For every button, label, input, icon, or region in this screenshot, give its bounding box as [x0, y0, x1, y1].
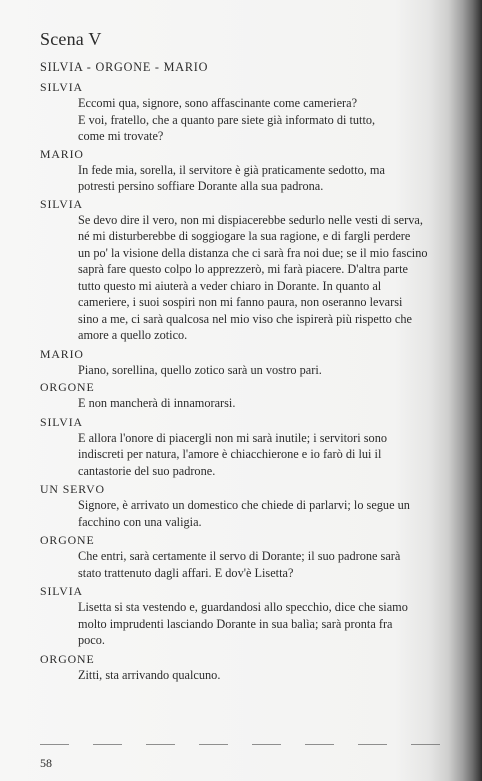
footer-rule-segment [411, 744, 440, 745]
speaker-label: MARIO [40, 146, 84, 161]
dialogue-line: cameriere, i suoi sospiri non mi fanno paura, non oseranno levarsi [78, 295, 403, 309]
speech-block [40, 483, 443, 530]
speaker-label: SILVIA [40, 584, 83, 598]
dialogue-line: saprà fare questo colpo lo apprezzerò, mi farà piacere. D'altra parte [78, 262, 408, 276]
scene-characters: SILVIA - ORGONE - MARIO [40, 60, 209, 74]
dialogue-line: In fede mia, sorella, il servitore è già praticamente sedotto, ma [78, 162, 385, 177]
dialogue-line: né mi disturberebbe di soggiogare la sua ragione, e di fargli perdere [78, 229, 411, 243]
footer-rule-segment [146, 744, 175, 745]
dialogue-line: un po' la visione della distanza che ci sarà fra noi due; se il mio fascino [78, 245, 428, 260]
dialogue-line: Eccomi qua, signore, sono affascinante come cameriera? [78, 96, 358, 110]
dialogue-line: E voi, fratello, che a quanto pare siete già informato di tutto, [78, 112, 376, 127]
dialogue-line: tutto questo mi aiuterà a veder chiaro in Dorante. In quanto al [78, 278, 382, 293]
dialogue-line: molto imprudenti lasciando Dorante in sua balìa; sarà pronta fra [78, 616, 393, 631]
dialogue-line: potresti persino soffiare Dorante alla sua padrona. [78, 179, 324, 193]
speaker-label: ORGONE [40, 651, 95, 666]
speech-block [40, 381, 443, 412]
speech-block [40, 81, 443, 145]
speech-block [40, 148, 443, 195]
footer-rule-segment [40, 744, 69, 745]
dialogue-line: indiscreti per natura, l'amore è chiacchierone e io farò di lui il [78, 447, 382, 461]
dialogue-line: cantastorie del suo padrone. [78, 463, 216, 478]
speaker-label: ORGONE [40, 533, 95, 547]
speech-block [40, 585, 443, 649]
footer-rule-segment [305, 744, 334, 745]
dialogue-line: Zitti, sta arrivando qualcuno. [78, 667, 221, 682]
scene-title: Scena V [40, 29, 102, 49]
dialogue-line: poco. [78, 633, 105, 647]
speech-block [40, 416, 443, 480]
speech-block [40, 653, 443, 684]
speech-block [40, 348, 443, 379]
dialogue-line: facchino con una valigia. [78, 514, 202, 529]
dialogue-line: E non mancherà di innamorarsi. [78, 396, 236, 410]
dialogue-line: sino a me, ci sarà qualcosa nel mio viso che ispirerà più rispetto che [78, 311, 412, 326]
speaker-label: MARIO [40, 346, 84, 361]
speaker-label: SILVIA [40, 80, 83, 94]
speaker-label: SILVIA [40, 196, 83, 211]
footer-rule-segment [358, 744, 387, 745]
dialogue-line: Signore, è arrivato un domestico che chiede di parlarvi; lo segue un [78, 498, 410, 512]
dialogue-line: Piano, sorellina, quello zotico sarà un vostro pari. [78, 362, 322, 377]
footer-rule-segment [252, 744, 281, 745]
dialogue-block [40, 81, 443, 683]
speaker-label: SILVIA [40, 414, 83, 429]
dialogue-line: Lisetta si sta vestendo e, guardandosi allo specchio, dice che siamo [78, 600, 408, 614]
speech-block [40, 198, 443, 344]
dialogue-line: amore a quello zotico. [78, 328, 188, 342]
dialogue-line: E allora l'onore di piacergli non mi sarà inutile; i servitori sono [78, 430, 387, 445]
page-number: 58 [40, 756, 52, 770]
dialogue-line: Se devo dire il vero, non mi dispiacerebbe sedurlo nelle vesti di serva, [78, 212, 423, 227]
speech-block [40, 534, 443, 581]
footer-rule-segment [199, 744, 228, 745]
footer-rule-segment [93, 744, 122, 745]
footer-dashed-rule [40, 741, 440, 749]
dialogue-line: Che entri, sarà certamente il servo di Dorante; il suo padrone sarà [78, 549, 401, 563]
dialogue-line: come mi trovate? [78, 129, 164, 143]
dialogue-line: stato trattenuto dagli affari. E dov'è Lisetta? [78, 565, 294, 580]
speaker-label: UN SERVO [40, 482, 105, 496]
speaker-label: ORGONE [40, 380, 95, 394]
